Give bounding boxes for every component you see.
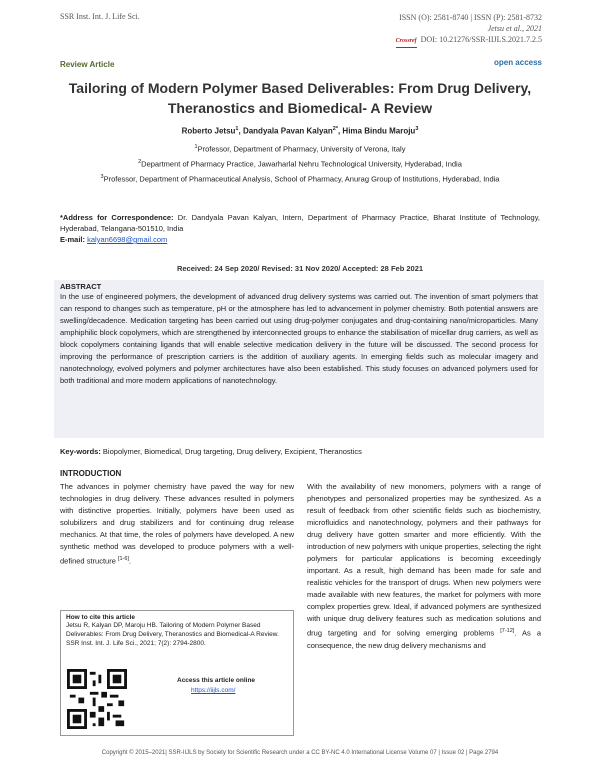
corr-text: Dr. Dandyala Pavan Kalyan, Intern, Department of Pharmacy Practice, Bharat Institute of Technology, Hyderabad, Telangana-501510, India (60, 213, 540, 233)
abstract-box (54, 280, 544, 438)
cite-short: Jetsu et al., 2021 (487, 24, 542, 33)
affiliation-1 (60, 142, 540, 155)
article-type: Review Article (60, 60, 115, 69)
journal-header: SSR Inst. Int. J. Life Sci. (60, 12, 140, 21)
corr-label: *Address for Correspondence: (60, 213, 174, 222)
affiliation-3 (60, 172, 540, 185)
abstract-heading: ABSTRACT (60, 282, 102, 291)
author-3: Hima Bindu Maroju (342, 126, 416, 136)
aff-2-text: Department of Pharmacy Practice, Jawarharlal Nehru Technological University, Hyderabad, India (141, 159, 462, 169)
qr-code-icon (67, 669, 127, 729)
intro-right-ref: [7-12] (500, 628, 515, 634)
author-3-sup: 3 (415, 126, 419, 132)
issn: ISSN (O): 2581-8740 | ISSN (P): 2581-8732 (399, 13, 542, 22)
intro-left-text: The advances in polymer chemistry have paved the way for new technologies in drug delivery. These advances resulted in polymers with distinctive properties. Initially, polymers have been used as solubilizers and drug stabilizers and for continuing drug release mechanics. At that time, the roles of polymers have developed. A new synthetic method was developed to produce polymers with a well-defined structure (60, 482, 294, 566)
author-1-sup: 1 (235, 126, 239, 132)
crossref-logo[interactable]: Crossref (396, 36, 417, 48)
header-right (396, 12, 542, 48)
online-link[interactable]: https://iijls.com/ (191, 687, 236, 694)
intro-left-ref: [1-6] (117, 556, 129, 562)
article-title: Tailoring of Modern Polymer Based Deliverables: From Drug Delivery, Theranostics and Biomedical- A Review (68, 80, 532, 116)
email-label: E-mail: (60, 235, 86, 244)
footer-copyright: Copyright © 2015–2021| SSR-IIJLS by Society for Scientific Research under a CC BY-NC 4.0 International License Volume 07 | Issue 02 | Page 2794 (101, 750, 499, 756)
affiliation-2 (60, 157, 540, 170)
email-link[interactable]: kalyan6698@gmail.com (87, 235, 168, 244)
keywords-text: Biopolymer, Biomedical, Drug targeting, Drug delivery, Excipient, Theranostics (100, 447, 362, 456)
aff-3-sup: 3 (100, 174, 104, 180)
dates: Received: 24 Sep 2020/ Revised: 31 Nov 2020/ Accepted: 28 Feb 2021 (176, 264, 424, 273)
cite-box (60, 610, 294, 736)
keywords-label: Key-words: (60, 447, 101, 456)
aff-1-text: Professor, Department of Pharmacy, University of Verona, Italy (197, 144, 406, 154)
keywords (60, 447, 540, 456)
aff-3-text: Professor, Department of Pharmaceutical Analysis, School of Pharmacy, Anurag Group of Institutions, Hyderabad, India (103, 174, 500, 184)
aff-1-sup: 1 (194, 144, 198, 150)
intro-right-text-2: . As a consequence, the new drug delivery mechanisms and (307, 628, 541, 650)
author-2: Dandyala Pavan Kalyan (242, 126, 333, 136)
cite-text: Jetsu R, Kalyan DP, Maroju HB. Tailoring of Modern Polymer Based Deliverables: From Drug Delivery, Theranostics and Biomedical-A Review. SSR Inst. Int. J. Life Sci., 2021; 7(2): 2794-2800. (66, 622, 279, 647)
author-1: Roberto Jetsu (181, 126, 236, 136)
online-label: Access this article online (177, 677, 256, 684)
cite-heading: How to cite this article (66, 614, 135, 621)
correspondence (60, 212, 540, 245)
author-2-sup: 2* (332, 126, 338, 132)
open-access-logo: open access (493, 58, 542, 67)
abstract-text: In the use of engineered polymers, the development of advanced drug delivery systems was carried out. The invention of smart polymers that can respond to changes such as temperature, pH or the atmosphere has led to advancement in polymer chemistry. Both potential answers are swelling/decadence. Medication targeting has been carried out using drug-polymer conjugates and drug-containing nano/microparticles. Many amphiphilic block copolymers, which are strengthened by interconnected groups to enhance the stabilisation of micellar drug carriers, as well as block copolymers containing ligands that will enable selective medication delivery in the future will be discussed. The second process for improving the performance of prescription carriers is the addition of auxiliary agents. In emerging fields such as molecular imagery and nanotechnology, evolved polymers and polymer architectures have also been established. This study focuses on advanced polymers used for both traditional and more modern applications of nanotechnology. (60, 292, 538, 385)
author-list: Roberto Jetsu$^1$, Dandyala Pavan Kalyan$^{2*}$, Hima Bindu Maroju$^3$ (181, 126, 419, 136)
intro-heading: INTRODUCTION (60, 469, 122, 478)
intro-right-text: With the availability of new monomers, polymers with a range of phenotypes and personalized properties may be synthesized. As a result of feedback from other scientific fields such as biochemistry, microfluidics and nanotechnology, polymers and their pathways for drug delivery have gotten smarter and more efficiently. With the introduction of new polymers with unique properties, selecting the right polymers for particular applications is becoming exceedingly important. As a result, high demand has been made for safe and realistic vehicles for the transport of drugs. When new polymers were made available with new features, the market for polymers with more complex properties grew. Ideal, if advanced polymers are synthesized with unique drug delivery features such as medication solutions and drug targeting and for solving emerging problems (307, 482, 541, 638)
intro-right-col (307, 481, 541, 652)
aff-2-sup: 2 (138, 159, 142, 165)
doi[interactable]: DOI: 10.21276/SSR-IIJLS.2021.7.2.5 (420, 35, 542, 44)
intro-left-col: The advances in polymer chemistry have paved the way for new technologies in drug delivery. These advances resulted in polymers with distinctive properties. Initially, polymers have been used as solubilizers and drug stabilizers and for continuing drug release mechanics. At that time, the roles of polymers have developed. A new synthetic method was developed to produce polymers with a well-defined structure [1-6]. (60, 482, 294, 566)
